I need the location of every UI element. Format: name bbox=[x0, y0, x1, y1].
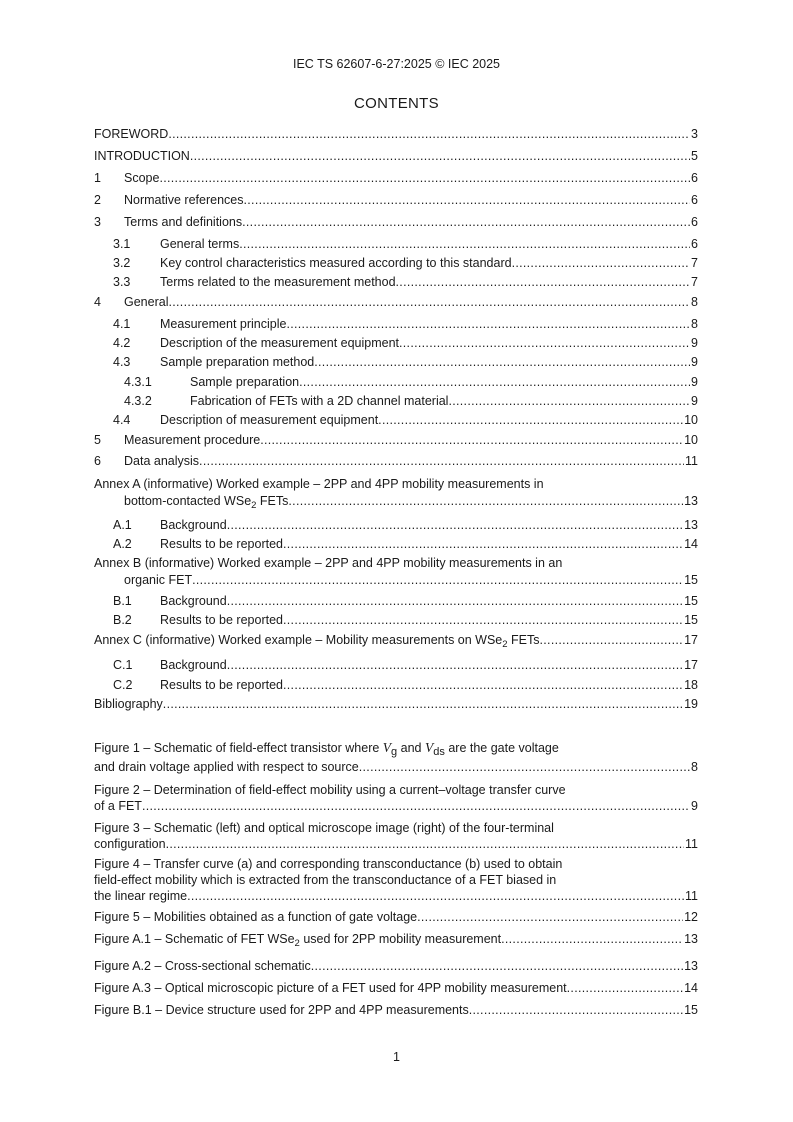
toc-entry-c-2[interactable] bbox=[113, 677, 698, 693]
page-number: 1 bbox=[393, 1050, 400, 1064]
toc-entry-introduction[interactable] bbox=[94, 148, 698, 164]
toc-page: 9 bbox=[691, 355, 698, 369]
toc-label: INTRODUCTION bbox=[94, 149, 190, 163]
toc-page: 7 bbox=[691, 256, 698, 270]
toc-number: A.2 bbox=[113, 537, 132, 551]
figure-label: Figure A.2 – Cross-sectional schematic bbox=[94, 959, 311, 973]
toc-entry-bibliography[interactable] bbox=[94, 696, 698, 712]
toc-number: C.2 bbox=[113, 678, 133, 692]
figure-label-line2: configuration bbox=[94, 837, 166, 851]
figure-page: 15 bbox=[684, 1003, 698, 1017]
figure-entry-1[interactable] bbox=[94, 740, 698, 775]
toc-label: Scope bbox=[124, 171, 160, 185]
toc-number: C.1 bbox=[113, 658, 133, 672]
toc-entry-a-2[interactable] bbox=[113, 536, 698, 552]
figure-entry-a-2[interactable] bbox=[94, 958, 698, 974]
figure-label-line1: Figure 2 – Determination of field-effect mobility using a current–voltage transfer curve bbox=[94, 783, 566, 797]
figure-page: 8 bbox=[691, 760, 698, 774]
toc-number: 4 bbox=[94, 295, 101, 309]
toc-entry-4-3[interactable] bbox=[113, 354, 698, 370]
toc-label: General bbox=[124, 295, 169, 309]
figure-entry-3[interactable] bbox=[94, 820, 698, 852]
toc-number: 1 bbox=[94, 171, 101, 185]
toc-label: Terms and definitions bbox=[124, 215, 243, 229]
toc-page: 5 bbox=[691, 149, 698, 163]
figure-label-line1: Figure 4 – Transfer curve (a) and corresponding transconductance (b) used to obtain bbox=[94, 857, 563, 871]
toc-label: Data analysis bbox=[124, 454, 200, 468]
figure-page: 14 bbox=[684, 981, 698, 995]
toc-label: Results to be reported bbox=[160, 613, 283, 627]
toc-label: Sample preparation bbox=[190, 375, 300, 389]
toc-entry-annex-c[interactable] bbox=[94, 632, 698, 648]
toc-page: 3 bbox=[691, 127, 698, 141]
toc-number: 4.3.2 bbox=[124, 394, 152, 408]
toc-entry-scope[interactable] bbox=[94, 170, 698, 186]
toc-number: 4.1 bbox=[113, 317, 131, 331]
toc-entry-3-1[interactable] bbox=[113, 236, 698, 252]
figure-entry-b-1[interactable] bbox=[94, 1002, 698, 1018]
toc-label: Measurement procedure bbox=[124, 433, 261, 447]
toc-number: B.2 bbox=[113, 613, 132, 627]
figure-label-line2: field-effect mobility which is extracted from the transconductance of a FET biased in bbox=[94, 873, 557, 887]
toc-label: Sample preparation method bbox=[160, 355, 315, 369]
figure-page: 11 bbox=[685, 837, 698, 851]
figure-page: 9 bbox=[691, 799, 698, 813]
figure-label-line2: and drain voltage applied with respect to source bbox=[94, 760, 359, 774]
figure-entry-4[interactable] bbox=[94, 856, 698, 904]
figure-entry-2[interactable] bbox=[94, 782, 698, 814]
toc-page: 15 bbox=[684, 573, 698, 587]
toc-page: 11 bbox=[685, 454, 698, 468]
figure-label-line1: Figure 1 – Schematic of field-effect transistor where Vg and Vds are the gate voltage bbox=[94, 740, 559, 758]
toc-entry-b-2[interactable] bbox=[113, 612, 698, 628]
figure-label-line1: Figure 3 – Schematic (left) and optical microscope image (right) of the four-terminal bbox=[94, 821, 554, 835]
figure-entry-a-1[interactable] bbox=[94, 931, 698, 947]
figure-page: 13 bbox=[684, 959, 698, 973]
toc-entry-4-3-1[interactable] bbox=[124, 374, 698, 390]
toc-label: Measurement principle bbox=[160, 317, 287, 331]
toc-page: 17 bbox=[684, 658, 698, 672]
toc-label: Key control characteristics measured according to this standard bbox=[160, 256, 512, 270]
figure-label-line3: the linear regime bbox=[94, 889, 188, 903]
toc-entry-normative-references[interactable] bbox=[94, 192, 698, 208]
toc-entry-4-4[interactable] bbox=[113, 412, 698, 428]
toc-label: Normative references bbox=[124, 193, 244, 207]
toc-page: 6 bbox=[691, 193, 698, 207]
toc-entry-measurement-procedure[interactable] bbox=[94, 432, 698, 448]
figure-entry-a-3[interactable] bbox=[94, 980, 698, 996]
toc-label: Results to be reported bbox=[160, 537, 283, 551]
toc-entry-b-1[interactable] bbox=[113, 593, 698, 609]
figure-page: 12 bbox=[684, 910, 698, 924]
toc-number: 4.3.1 bbox=[124, 375, 152, 389]
toc-label: Description of the measurement equipment bbox=[160, 336, 400, 350]
toc-entry-a-1[interactable] bbox=[113, 517, 698, 533]
figure-label: Figure A.1 – Schematic of FET WSe$_2$ used for 2PP mobility measurement bbox=[94, 932, 502, 949]
toc-entry-4-3-2[interactable] bbox=[124, 393, 698, 409]
toc-page: 9 bbox=[691, 394, 698, 408]
toc-entry-4-2[interactable] bbox=[113, 335, 698, 351]
toc-label-line2: organic FET bbox=[124, 573, 193, 587]
toc-page: 9 bbox=[691, 375, 698, 389]
figure-label: Figure 5 – Mobilities obtained as a function of gate voltage bbox=[94, 910, 418, 924]
toc-page: 19 bbox=[684, 697, 698, 711]
toc-entry-4-1[interactable] bbox=[113, 316, 698, 332]
toc-page: 15 bbox=[684, 613, 698, 627]
toc-entry-data-analysis[interactable] bbox=[94, 453, 698, 469]
toc-page: 17 bbox=[684, 633, 698, 647]
toc-page: 13 bbox=[684, 518, 698, 532]
toc-label: Terms related to the measurement method bbox=[160, 275, 396, 289]
figure-page: 13 bbox=[684, 932, 698, 946]
toc-entry-3-3[interactable] bbox=[113, 274, 698, 290]
toc-entry-3-2[interactable] bbox=[113, 255, 698, 271]
toc-label-line2: bottom-contacted WSe$_2$ FETs bbox=[124, 494, 289, 511]
document-header: IEC TS 62607-6-27:2025 © IEC 2025 bbox=[292, 57, 501, 71]
toc-label-line1: Annex B (informative) Worked example – 2PP and 4PP mobility measurements in an bbox=[94, 556, 563, 570]
contents-title: CONTENTS bbox=[354, 95, 439, 112]
toc-page: 15 bbox=[684, 594, 698, 608]
toc-entry-general[interactable] bbox=[94, 294, 698, 310]
toc-label: Bibliography bbox=[94, 697, 163, 711]
toc-label: Background bbox=[160, 518, 227, 532]
toc-number: 3.1 bbox=[113, 237, 131, 251]
toc-number: A.1 bbox=[113, 518, 132, 532]
toc-entry-annex-a[interactable] bbox=[94, 476, 698, 509]
toc-label: Annex C (informative) Worked example – Mobility measurements on WSe$_2$ FETs bbox=[94, 633, 540, 650]
figure-label: Figure B.1 – Device structure used for 2PP and 4PP measurements bbox=[94, 1003, 469, 1017]
toc-page: 9 bbox=[691, 336, 698, 350]
toc-entry-c-1[interactable] bbox=[113, 657, 698, 673]
toc-number: 5 bbox=[94, 433, 101, 447]
toc-page: 10 bbox=[684, 413, 698, 427]
toc-page: 8 bbox=[691, 295, 698, 309]
toc-number: 4.3 bbox=[113, 355, 131, 369]
figure-entry-5[interactable] bbox=[94, 909, 698, 925]
toc-number: 3 bbox=[94, 215, 101, 229]
toc-page: 18 bbox=[684, 678, 698, 692]
figure-label-line2: of a FET bbox=[94, 799, 142, 813]
figure-page: 11 bbox=[685, 889, 698, 903]
toc-page: 6 bbox=[691, 237, 698, 251]
toc-page: 7 bbox=[691, 275, 698, 289]
toc-page: 6 bbox=[691, 171, 698, 185]
toc-entry-annex-b[interactable] bbox=[94, 555, 698, 588]
toc-label: Description of measurement equipment bbox=[160, 413, 379, 427]
toc-label: Background bbox=[160, 594, 227, 608]
toc-label: Results to be reported bbox=[160, 678, 283, 692]
toc-number: 3.3 bbox=[113, 275, 131, 289]
toc-number: 2 bbox=[94, 193, 101, 207]
toc-number: 4.2 bbox=[113, 336, 131, 350]
toc-page: 8 bbox=[691, 317, 698, 331]
toc-page: 13 bbox=[684, 494, 698, 508]
toc-label: Background bbox=[160, 658, 227, 672]
toc-page: 10 bbox=[684, 433, 698, 447]
toc-label: General terms bbox=[160, 237, 240, 251]
toc-label: Fabrication of FETs with a 2D channel material bbox=[190, 394, 449, 408]
toc-page: 14 bbox=[684, 537, 698, 551]
toc-number: 6 bbox=[94, 454, 101, 468]
toc-entry-terms-definitions[interactable] bbox=[94, 214, 698, 230]
toc-entry-foreword[interactable] bbox=[94, 126, 698, 142]
toc-label-line1: Annex A (informative) Worked example – 2PP and 4PP mobility measurements in bbox=[94, 477, 544, 491]
toc-number: B.1 bbox=[113, 594, 132, 608]
toc-page: 6 bbox=[691, 215, 698, 229]
toc-label: FOREWORD bbox=[94, 127, 169, 141]
toc-number: 4.4 bbox=[113, 413, 131, 427]
toc-number: 3.2 bbox=[113, 256, 131, 270]
figure-label: Figure A.3 – Optical microscopic picture of a FET used for 4PP mobility measurement bbox=[94, 981, 567, 995]
